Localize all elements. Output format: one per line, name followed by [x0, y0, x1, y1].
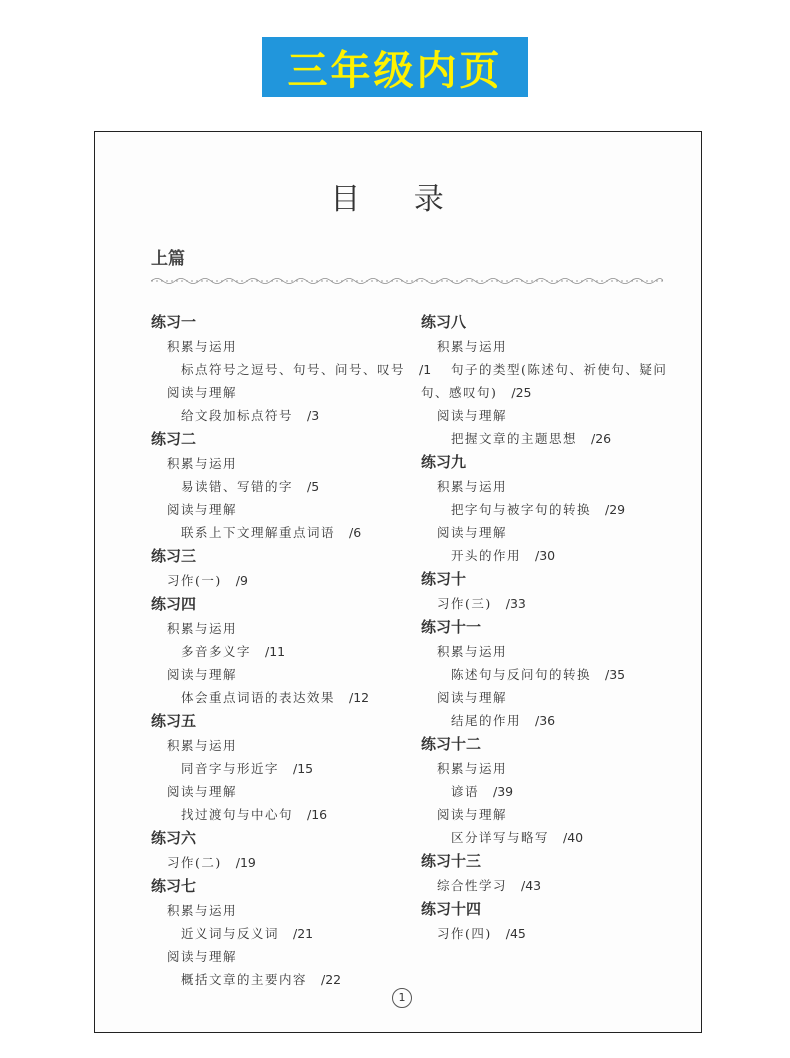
toc-entry[interactable] — [151, 803, 431, 826]
entry-page-number: /35 — [605, 667, 626, 682]
entry-page-number: /36 — [535, 713, 556, 728]
toc-category[interactable] — [151, 335, 431, 358]
entry-title: 阅读与理解 — [437, 525, 508, 540]
toc-category[interactable] — [151, 945, 431, 968]
toc-category[interactable] — [421, 686, 667, 709]
toc-left-column — [151, 310, 431, 991]
decorative-divider — [151, 276, 663, 286]
entry-title: 句、感叹句) — [421, 385, 498, 400]
toc-entry[interactable] — [151, 686, 431, 709]
entry-page-number: /22 — [321, 972, 342, 987]
entry-title: 积累与运用 — [167, 738, 238, 753]
toc-entry[interactable] — [421, 381, 667, 404]
entry-title: 积累与运用 — [437, 761, 508, 776]
toc-category[interactable] — [421, 592, 667, 615]
exercise-section — [151, 592, 431, 709]
toc-category[interactable] — [421, 521, 667, 544]
entry-page-number: /3 — [307, 408, 320, 423]
toc-category[interactable] — [421, 757, 667, 780]
entry-page-number: /21 — [293, 926, 314, 941]
toc-category[interactable] — [421, 922, 667, 945]
exercise-section — [421, 310, 667, 450]
entry-title: 陈述句与反问句的转换 — [451, 667, 592, 682]
entry-title: 把字句与被字句的转换 — [451, 502, 592, 517]
exercise-section — [421, 849, 667, 897]
exercise-title: 练习一 — [151, 313, 197, 331]
exercise-title: 练习四 — [151, 595, 197, 613]
toc-category[interactable] — [151, 780, 431, 803]
entry-title: 给文段加标点符号 — [181, 408, 294, 423]
banner-title: 三年级内页 — [262, 37, 528, 97]
entry-page-number: /12 — [349, 690, 370, 705]
entry-page-number: /33 — [505, 596, 526, 611]
exercise-section — [421, 450, 667, 567]
exercise-section — [151, 427, 431, 544]
entry-title: 积累与运用 — [437, 479, 508, 494]
toc-category[interactable] — [151, 663, 431, 686]
entry-title: 区分详写与略写 — [451, 830, 550, 845]
entry-title: 积累与运用 — [167, 456, 238, 471]
toc-entry[interactable] — [421, 427, 667, 450]
toc-entry[interactable] — [421, 544, 667, 567]
exercise-title: 练习十 — [421, 570, 467, 588]
toc-category[interactable] — [421, 335, 667, 358]
entry-page-number: /26 — [591, 431, 612, 446]
entry-title: 积累与运用 — [167, 621, 238, 636]
entry-page-number: /19 — [235, 855, 256, 870]
toc-entry[interactable] — [421, 498, 667, 521]
exercise-section — [151, 310, 431, 427]
exercise-title: 练习七 — [151, 877, 197, 895]
entry-title: 易读错、写错的字 — [181, 479, 294, 494]
exercise-title: 练习十一 — [421, 618, 482, 636]
entry-page-number: /6 — [349, 525, 362, 540]
toc-entry[interactable] — [421, 709, 667, 732]
entry-title: 积累与运用 — [437, 644, 508, 659]
entry-title: 谚语 — [451, 784, 480, 799]
entry-title: 阅读与理解 — [167, 667, 238, 682]
entry-page-number: /45 — [505, 926, 526, 941]
entry-title: 积累与运用 — [167, 903, 238, 918]
entry-title: 综合性学习 — [437, 878, 508, 893]
entry-page-number: /30 — [535, 548, 556, 563]
entry-page-number: /25 — [511, 385, 532, 400]
toc-category[interactable] — [151, 452, 431, 475]
exercise-title: 练习五 — [151, 712, 197, 730]
entry-title: 习作(二) — [167, 855, 222, 870]
entry-title: 找过渡句与中心句 — [181, 807, 294, 822]
exercise-section — [421, 567, 667, 615]
entry-title: 近义词与反义词 — [181, 926, 280, 941]
exercise-title: 练习九 — [421, 453, 467, 471]
exercise-title: 练习三 — [151, 547, 197, 565]
exercise-title: 练习十二 — [421, 735, 482, 753]
toc-right-column — [421, 310, 667, 945]
entry-title: 体会重点词语的表达效果 — [181, 690, 336, 705]
entry-title: 结尾的作用 — [451, 713, 522, 728]
toc-entry[interactable] — [421, 358, 667, 381]
entry-page-number: /5 — [307, 479, 320, 494]
entry-title: 开头的作用 — [451, 548, 522, 563]
entry-title: 习作(三) — [437, 596, 492, 611]
entry-title: 同音字与形近字 — [181, 761, 280, 776]
entry-title: 阅读与理解 — [437, 807, 508, 822]
entry-title: 习作(四) — [437, 926, 492, 941]
toc-entry[interactable] — [151, 521, 431, 544]
entry-title: 阅读与理解 — [437, 408, 508, 423]
toc-category[interactable] — [151, 569, 431, 592]
exercise-title: 练习六 — [151, 829, 197, 847]
entry-title: 多音多义字 — [181, 644, 252, 659]
exercise-title: 练习八 — [421, 313, 467, 331]
entry-title: 阅读与理解 — [167, 949, 238, 964]
toc-entry[interactable] — [421, 780, 667, 803]
toc-entry[interactable] — [151, 922, 431, 945]
entry-page-number: /16 — [307, 807, 328, 822]
entry-page-number: /43 — [521, 878, 542, 893]
toc-category[interactable] — [151, 381, 431, 404]
toc-entry[interactable] — [151, 640, 431, 663]
toc-page — [94, 131, 702, 1033]
exercise-section — [151, 826, 431, 874]
entry-page-number: /29 — [605, 502, 626, 517]
entry-title: 联系上下文理解重点词语 — [181, 525, 336, 540]
toc-entry[interactable] — [151, 475, 431, 498]
entry-title: 阅读与理解 — [437, 690, 508, 705]
exercise-title: 练习二 — [151, 430, 197, 448]
toc-entry[interactable] — [421, 663, 667, 686]
entry-title: 标点符号之逗号、句号、问号、叹号 — [181, 362, 406, 377]
entry-title: 阅读与理解 — [167, 784, 238, 799]
exercise-title: 练习十三 — [421, 852, 482, 870]
entry-title: 积累与运用 — [167, 339, 238, 354]
entry-title: 积累与运用 — [437, 339, 508, 354]
page-number: 1 — [392, 988, 412, 1008]
toc-entry[interactable] — [151, 757, 431, 780]
toc-category[interactable] — [421, 803, 667, 826]
toc-category[interactable] — [151, 498, 431, 521]
toc-category[interactable] — [151, 734, 431, 757]
exercise-section — [151, 709, 431, 826]
exercise-title: 练习十四 — [421, 900, 482, 918]
exercise-section — [151, 544, 431, 592]
entry-page-number: /1 — [419, 362, 432, 377]
toc-category[interactable] — [421, 404, 667, 427]
entry-title: 句子的类型(陈述句、祈使句、疑问 — [451, 362, 668, 377]
toc-category[interactable] — [151, 851, 431, 874]
entry-title: 概括文章的主要内容 — [181, 972, 308, 987]
toc-category[interactable] — [151, 899, 431, 922]
toc-title: 目 录 — [330, 182, 466, 217]
entry-page-number: /11 — [265, 644, 286, 659]
toc-entry[interactable] — [151, 358, 431, 381]
entry-title: 习作(一) — [167, 573, 222, 588]
entry-title: 阅读与理解 — [167, 502, 238, 517]
toc-category[interactable] — [421, 874, 667, 897]
toc-category[interactable] — [421, 640, 667, 663]
exercise-section — [151, 874, 431, 991]
entry-page-number: /40 — [563, 830, 584, 845]
exercise-section — [421, 732, 667, 849]
entry-title: 把握文章的主题思想 — [451, 431, 578, 446]
entry-page-number: /39 — [493, 784, 514, 799]
toc-entry[interactable] — [151, 404, 431, 427]
exercise-section — [421, 897, 667, 945]
entry-page-number: /9 — [235, 573, 248, 588]
toc-category[interactable] — [151, 617, 431, 640]
toc-category[interactable] — [421, 475, 667, 498]
toc-entry[interactable] — [151, 968, 431, 991]
part-title: 上篇 — [151, 249, 185, 269]
entry-title: 阅读与理解 — [167, 385, 238, 400]
exercise-section — [421, 615, 667, 732]
entry-page-number: /15 — [293, 761, 314, 776]
toc-entry[interactable] — [421, 826, 667, 849]
